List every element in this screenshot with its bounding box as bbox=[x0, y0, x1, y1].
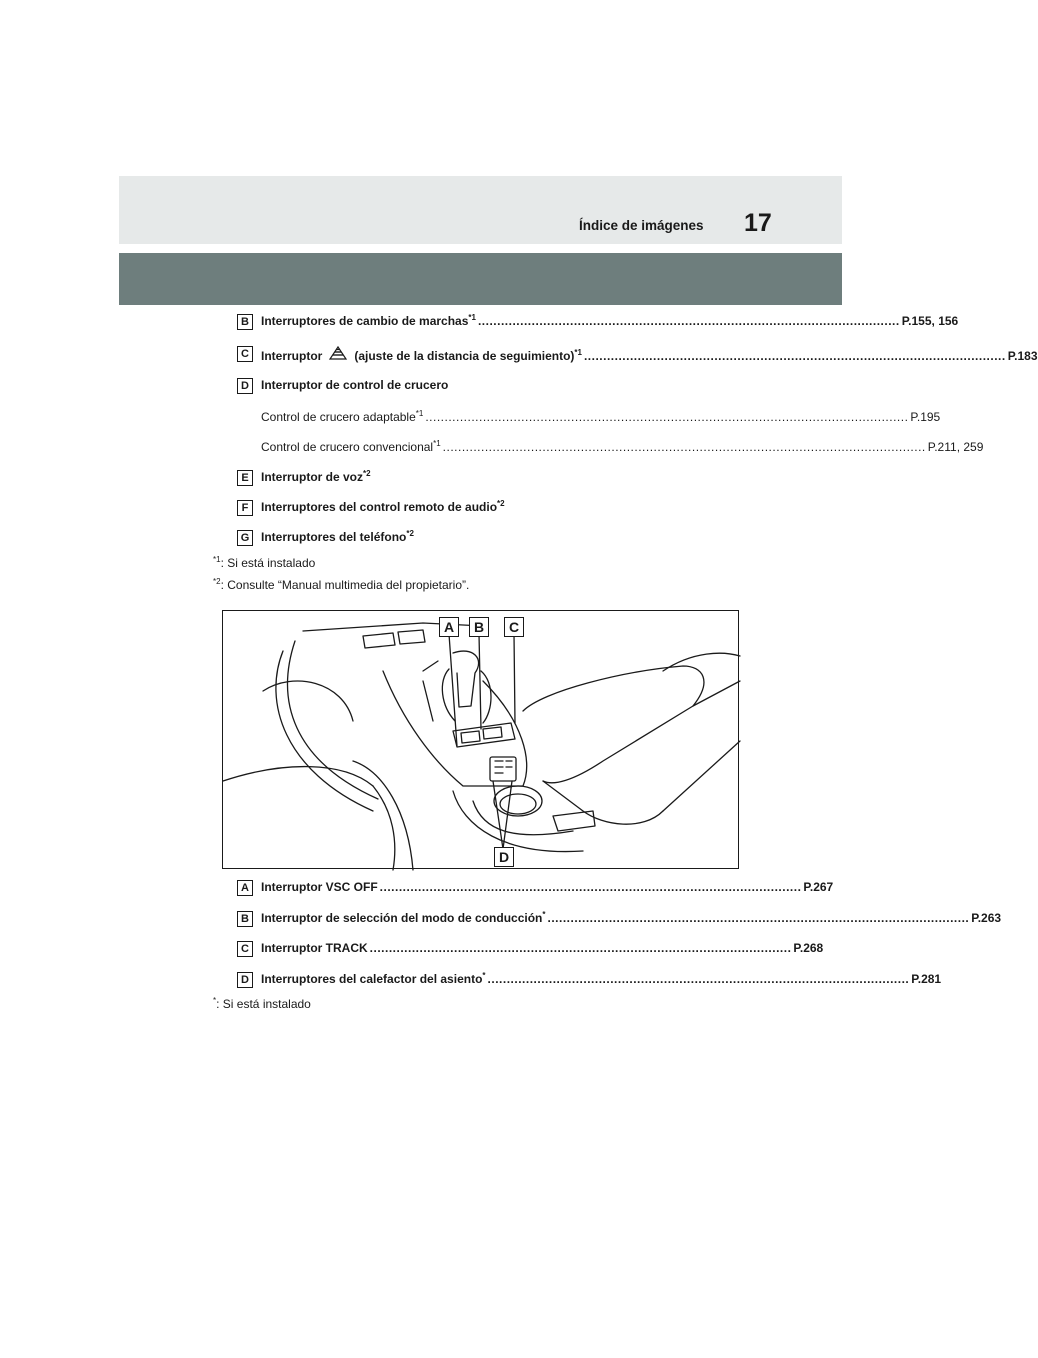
item-label: Interruptores del control remoto de audio bbox=[261, 500, 498, 514]
figure-label-c: C bbox=[504, 617, 524, 637]
list-item: F Interruptores del control remoto de audio *2 bbox=[237, 500, 721, 520]
footnote: $^{*1}$: Si está instalado bbox=[213, 555, 316, 570]
item-label: Control de crucero adaptable bbox=[261, 410, 416, 424]
list-item: A Interruptor VSC OFF .............................................................................................................. P.267 bbox=[237, 880, 721, 900]
item-letter-box: B bbox=[237, 911, 253, 927]
list-item: B Interruptores de cambio de marchas *1 .............................................................................................................. P.155, 156 bbox=[237, 314, 721, 334]
item-label: Interruptor TRACK bbox=[261, 941, 368, 955]
item-letter-box: G bbox=[237, 530, 253, 546]
item-label: Control de crucero convencional bbox=[261, 440, 434, 454]
item-letter-box: D bbox=[237, 972, 253, 988]
list-item bbox=[237, 378, 721, 398]
page-number: 17 bbox=[744, 209, 772, 237]
item-letter-box: A bbox=[237, 880, 253, 896]
item-label: Interruptor bbox=[261, 349, 323, 363]
figure-label-d: D bbox=[494, 847, 514, 867]
page-reference[interactable]: P.281 bbox=[911, 972, 942, 986]
page-reference[interactable]: P.211, 259 bbox=[927, 440, 984, 454]
item-letter-box: C bbox=[237, 941, 253, 957]
page-reference[interactable]: P.155, 156 bbox=[901, 314, 959, 328]
list-item: D Interruptores del calefactor del asiento * .............................................................................................................. P.281 bbox=[237, 972, 721, 992]
item-label-after: (ajuste de la distancia de seguimiento) bbox=[354, 349, 575, 363]
header-section-bar bbox=[119, 253, 842, 305]
item-letter-box: E bbox=[237, 470, 253, 486]
footnote: *: Si está instalado bbox=[213, 996, 311, 1011]
item-label: Interruptor VSC OFF bbox=[261, 880, 378, 894]
section-title: Índice de imágenes bbox=[579, 218, 704, 233]
page-reference[interactable]: P.183 bbox=[1007, 349, 1038, 363]
item-label: Interruptores del calefactor del asiento bbox=[261, 972, 483, 986]
center-console-illustration bbox=[222, 610, 739, 869]
list-item: G Interruptores del teléfono *2 bbox=[237, 530, 721, 550]
item-label: Interruptor de selección del modo de conducción bbox=[261, 911, 543, 925]
header-top-band bbox=[119, 176, 842, 244]
sub-list-item: Control de crucero convencional *1 .............................................................................................................................. P.211, 259 bbox=[261, 439, 984, 454]
item-letter-box: F bbox=[237, 500, 253, 516]
item-label: Interruptor de control de crucero bbox=[261, 378, 449, 392]
item-letter-box: C bbox=[237, 346, 253, 362]
sub-list-item: Control de crucero adaptable *1 .............................................................................................................................. P.195 bbox=[261, 409, 941, 424]
console-drawing bbox=[223, 611, 740, 870]
item-letter-box: B bbox=[237, 314, 253, 330]
item-label: Interruptor de voz bbox=[261, 470, 364, 484]
page-reference[interactable]: P.268 bbox=[793, 941, 824, 955]
page-reference[interactable]: P.263 bbox=[971, 911, 1002, 925]
list-item: C Interruptor TRACK .............................................................................................................. P.268 bbox=[237, 941, 721, 961]
item-label: Interruptores de cambio de marchas bbox=[261, 314, 469, 328]
page-reference[interactable]: P.267 bbox=[803, 880, 834, 894]
list-item: B Interruptor de selección del modo de conducción * .............................................................................................................. P.263 bbox=[237, 911, 721, 931]
figure-label-b: B bbox=[469, 617, 489, 637]
list-item: C Interruptor (ajuste de la distancia de seguimiento) *1 .............................................................................................................. P.183 bbox=[237, 346, 721, 366]
item-label: Interruptores del teléfono bbox=[261, 530, 407, 544]
following-distance-icon bbox=[328, 346, 348, 360]
figure-label-a: A bbox=[439, 617, 459, 637]
list-item: E Interruptor de voz *2 bbox=[237, 470, 721, 490]
footnote: $^{*2}$: Consulte “Manual multimedia del propietario”. bbox=[213, 577, 470, 592]
page-reference[interactable]: P.195 bbox=[910, 410, 941, 424]
item-letter-box: D bbox=[237, 378, 253, 394]
